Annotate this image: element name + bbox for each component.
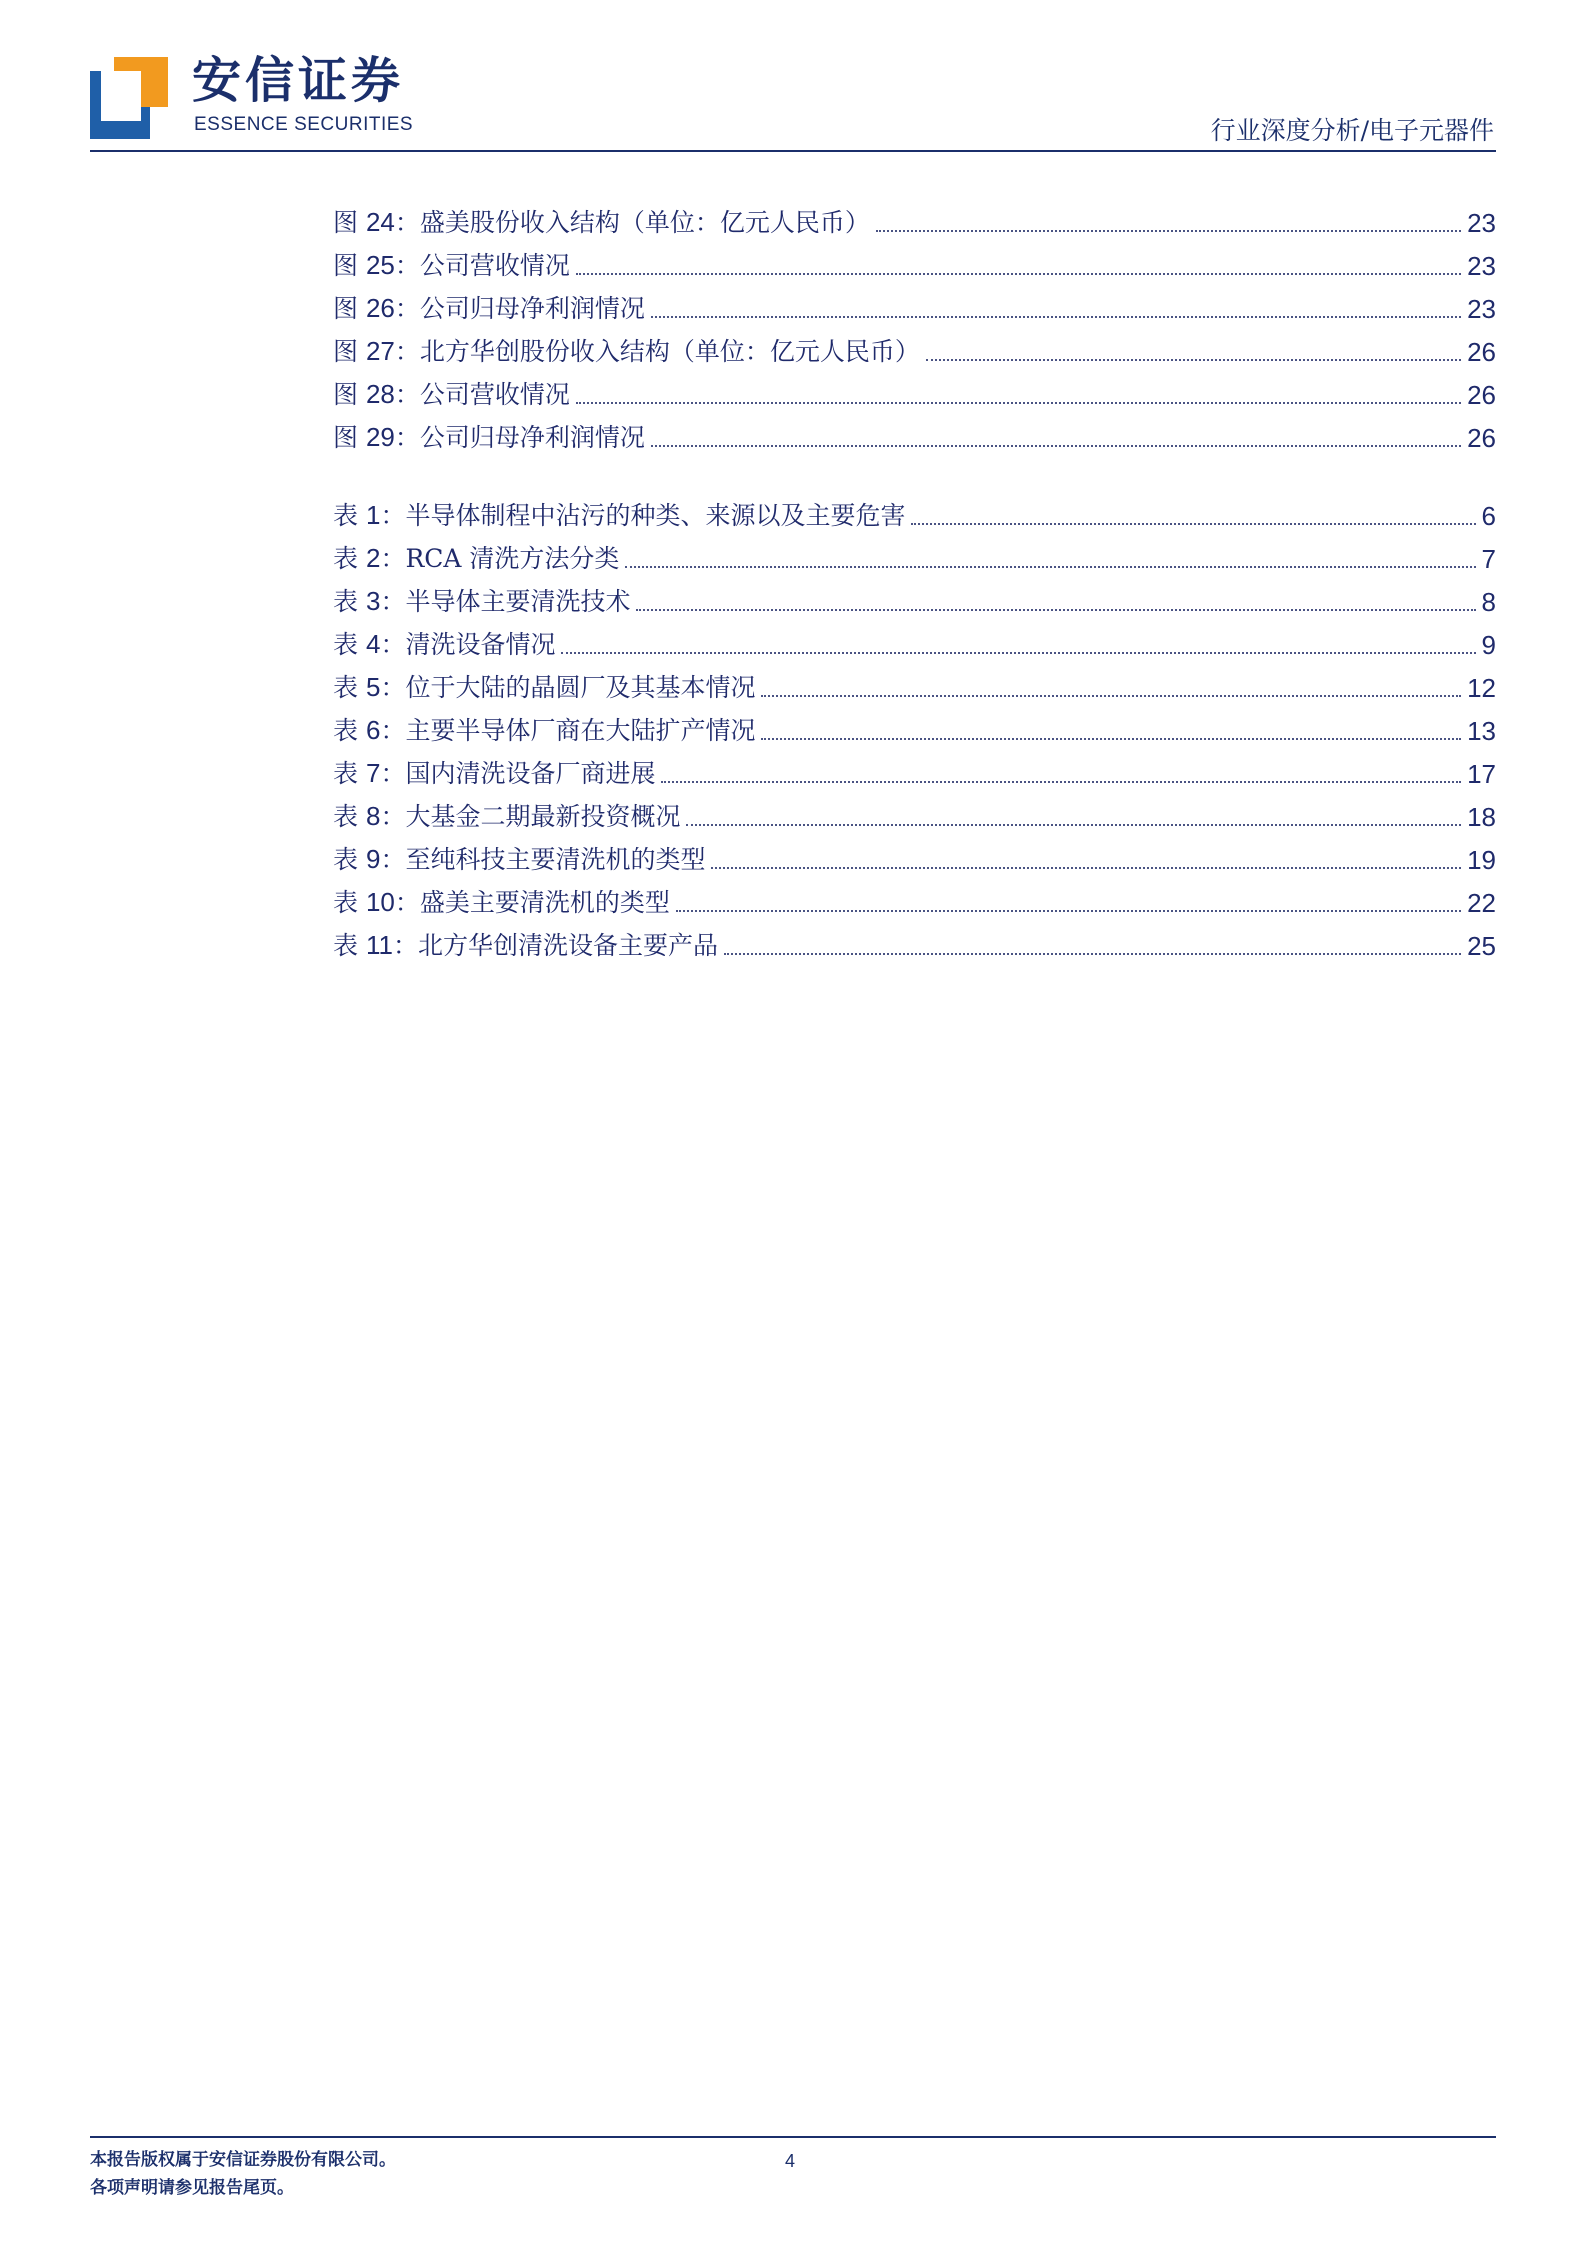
entry-title: 公司归母净利润情况 bbox=[419, 423, 645, 452]
entry-page: 7 bbox=[1481, 544, 1496, 574]
dot-leader bbox=[561, 651, 1475, 654]
entry-page: 6 bbox=[1481, 501, 1496, 531]
toc-entry[interactable]: 表 10：盛美主要清洗机的类型 22 bbox=[333, 887, 1496, 918]
entry-number: 2 bbox=[365, 543, 381, 573]
entry-number: 10 bbox=[365, 887, 395, 917]
entry-page: 23 bbox=[1467, 251, 1496, 281]
footer-divider bbox=[90, 2136, 1496, 2138]
entry-page: 19 bbox=[1467, 845, 1496, 875]
entry-prefix: 表 bbox=[333, 716, 359, 745]
dot-leader bbox=[761, 737, 1461, 740]
entry-title: 半导体主要清洗技术 bbox=[405, 587, 631, 616]
dot-leader bbox=[876, 229, 1461, 232]
toc-entry[interactable]: 图 24：盛美股份收入结构（单位：亿元人民币） 23 bbox=[333, 207, 1496, 238]
entry-number: 26 bbox=[365, 293, 395, 323]
entry-title: 半导体制程中沾污的种类、来源以及主要危害 bbox=[405, 501, 906, 530]
figure-list bbox=[333, 196, 1496, 454]
toc-entry[interactable]: 表 11：北方华创清洗设备主要产品 25 bbox=[333, 930, 1496, 961]
entry-number: 4 bbox=[365, 629, 381, 659]
entry-prefix: 图 bbox=[333, 294, 359, 323]
entry-page: 18 bbox=[1467, 802, 1496, 832]
toc-entry[interactable]: 表 2：RCA 清洗方法分类 7 bbox=[333, 543, 1496, 574]
page-header bbox=[0, 0, 1586, 150]
entry-page: 12 bbox=[1467, 673, 1496, 703]
toc-entry[interactable]: 图 28：公司营收情况 26 bbox=[333, 379, 1496, 410]
footer-copyright: 本报告版权属于安信证券股份有限公司。 bbox=[90, 2150, 396, 2170]
entry-title: 盛美主要清洗机的类型 bbox=[419, 888, 670, 917]
entry-title: 主要半导体厂商在大陆扩产情况 bbox=[405, 716, 756, 745]
dot-leader bbox=[676, 909, 1461, 912]
entry-prefix: 表 bbox=[333, 630, 359, 659]
dot-leader bbox=[651, 444, 1461, 447]
toc-entry[interactable]: 图 29：公司归母净利润情况 26 bbox=[333, 422, 1496, 453]
entry-page: 23 bbox=[1467, 208, 1496, 238]
entry-title: 大基金二期最新投资概况 bbox=[405, 802, 681, 831]
toc-entry[interactable]: 表 6：主要半导体厂商在大陆扩产情况 13 bbox=[333, 715, 1496, 746]
entry-number: 27 bbox=[365, 336, 395, 366]
entry-title: 国内清洗设备厂商进展 bbox=[405, 759, 656, 788]
toc-entry[interactable]: 表 3：半导体主要清洗技术 8 bbox=[333, 586, 1496, 617]
entry-prefix: 图 bbox=[333, 380, 359, 409]
entry-prefix: 表 bbox=[333, 587, 359, 616]
dot-leader bbox=[911, 522, 1475, 525]
toc-entry[interactable]: 图 26：公司归母净利润情况 23 bbox=[333, 293, 1496, 324]
dot-leader bbox=[761, 694, 1461, 697]
entry-page: 13 bbox=[1467, 716, 1496, 746]
footer-disclaimer: 各项声明请参见报告尾页。 bbox=[90, 2178, 294, 2198]
entry-prefix: 图 bbox=[333, 337, 359, 366]
entry-prefix: 表 bbox=[333, 673, 359, 702]
entry-prefix: 表 bbox=[333, 759, 359, 788]
entry-title: 至纯科技主要清洗机的类型 bbox=[405, 845, 706, 874]
toc-entry[interactable]: 图 27：北方华创股份收入结构（单位：亿元人民币） 26 bbox=[333, 336, 1496, 367]
entry-prefix: 表 bbox=[333, 501, 359, 530]
entry-number: 25 bbox=[365, 250, 395, 280]
toc-entry[interactable]: 表 1：半导体制程中沾污的种类、来源以及主要危害 6 bbox=[333, 500, 1496, 531]
dot-leader bbox=[625, 565, 1475, 568]
entry-page: 9 bbox=[1481, 630, 1496, 660]
entry-number: 3 bbox=[365, 586, 381, 616]
entry-number: 9 bbox=[365, 844, 381, 874]
entry-number: 11 bbox=[365, 930, 393, 960]
entry-number: 5 bbox=[365, 672, 381, 702]
entry-page: 17 bbox=[1467, 759, 1496, 789]
entry-title: 清洗设备情况 bbox=[405, 630, 556, 659]
entry-number: 24 bbox=[365, 207, 395, 237]
entry-title: 公司营收情况 bbox=[419, 380, 570, 409]
logo-english-name: ESSENCE SECURITIES bbox=[194, 114, 414, 135]
dot-leader bbox=[686, 823, 1461, 826]
entry-page: 22 bbox=[1467, 888, 1496, 918]
entry-prefix: 表 bbox=[333, 888, 359, 917]
entry-number: 1 bbox=[365, 500, 381, 530]
table-of-contents bbox=[333, 196, 1496, 962]
dot-leader bbox=[576, 272, 1461, 275]
entry-number: 29 bbox=[365, 422, 395, 452]
toc-entry[interactable]: 图 25：公司营收情况 23 bbox=[333, 250, 1496, 281]
page-number: 4 bbox=[785, 2151, 796, 2171]
entry-number: 28 bbox=[365, 379, 395, 409]
dot-leader bbox=[724, 952, 1461, 955]
entry-page: 8 bbox=[1481, 587, 1496, 617]
entry-title: RCA 清洗方法分类 bbox=[405, 544, 620, 573]
toc-entry[interactable]: 表 5：位于大陆的晶圆厂及其基本情况 12 bbox=[333, 672, 1496, 703]
dot-leader bbox=[576, 401, 1461, 404]
toc-entry[interactable]: 表 7：国内清洗设备厂商进展 17 bbox=[333, 758, 1496, 789]
entry-prefix: 图 bbox=[333, 423, 359, 452]
entry-page: 26 bbox=[1467, 380, 1496, 410]
entry-number: 7 bbox=[365, 758, 381, 788]
entry-number: 6 bbox=[365, 715, 381, 745]
dot-leader bbox=[711, 866, 1461, 869]
report-category: 行业深度分析/电子元器件 bbox=[1210, 116, 1494, 145]
essence-logo-icon bbox=[90, 57, 168, 141]
table-list bbox=[333, 489, 1496, 962]
entry-prefix: 表 bbox=[333, 931, 359, 960]
entry-page: 26 bbox=[1467, 423, 1496, 453]
entry-prefix: 表 bbox=[333, 845, 359, 874]
entry-prefix: 表 bbox=[333, 802, 359, 831]
entry-title: 公司营收情况 bbox=[419, 251, 570, 280]
logo-chinese-name: 安信证券 bbox=[192, 52, 405, 109]
entry-prefix: 图 bbox=[333, 208, 359, 237]
entry-title: 位于大陆的晶圆厂及其基本情况 bbox=[405, 673, 756, 702]
entry-title: 公司归母净利润情况 bbox=[419, 294, 645, 323]
entry-prefix: 表 bbox=[333, 544, 359, 573]
entry-number: 8 bbox=[365, 801, 381, 831]
entry-page: 26 bbox=[1467, 337, 1496, 367]
dot-leader bbox=[636, 608, 1475, 611]
toc-entry[interactable]: 表 4：清洗设备情况 9 bbox=[333, 629, 1496, 660]
entry-title: 北方华创清洗设备主要产品 bbox=[417, 931, 718, 960]
dot-leader bbox=[661, 780, 1461, 783]
entry-prefix: 图 bbox=[333, 251, 359, 280]
dot-leader bbox=[926, 358, 1461, 361]
toc-entry[interactable]: 表 9：至纯科技主要清洗机的类型 19 bbox=[333, 844, 1496, 875]
entry-title: 北方华创股份收入结构（单位：亿元人民币） bbox=[419, 337, 920, 366]
entry-page: 23 bbox=[1467, 294, 1496, 324]
header-divider bbox=[90, 150, 1496, 152]
toc-entry[interactable]: 表 8：大基金二期最新投资概况 18 bbox=[333, 801, 1496, 832]
entry-page: 25 bbox=[1467, 931, 1496, 961]
entry-title: 盛美股份收入结构（单位：亿元人民币） bbox=[419, 208, 870, 237]
dot-leader bbox=[651, 315, 1461, 318]
